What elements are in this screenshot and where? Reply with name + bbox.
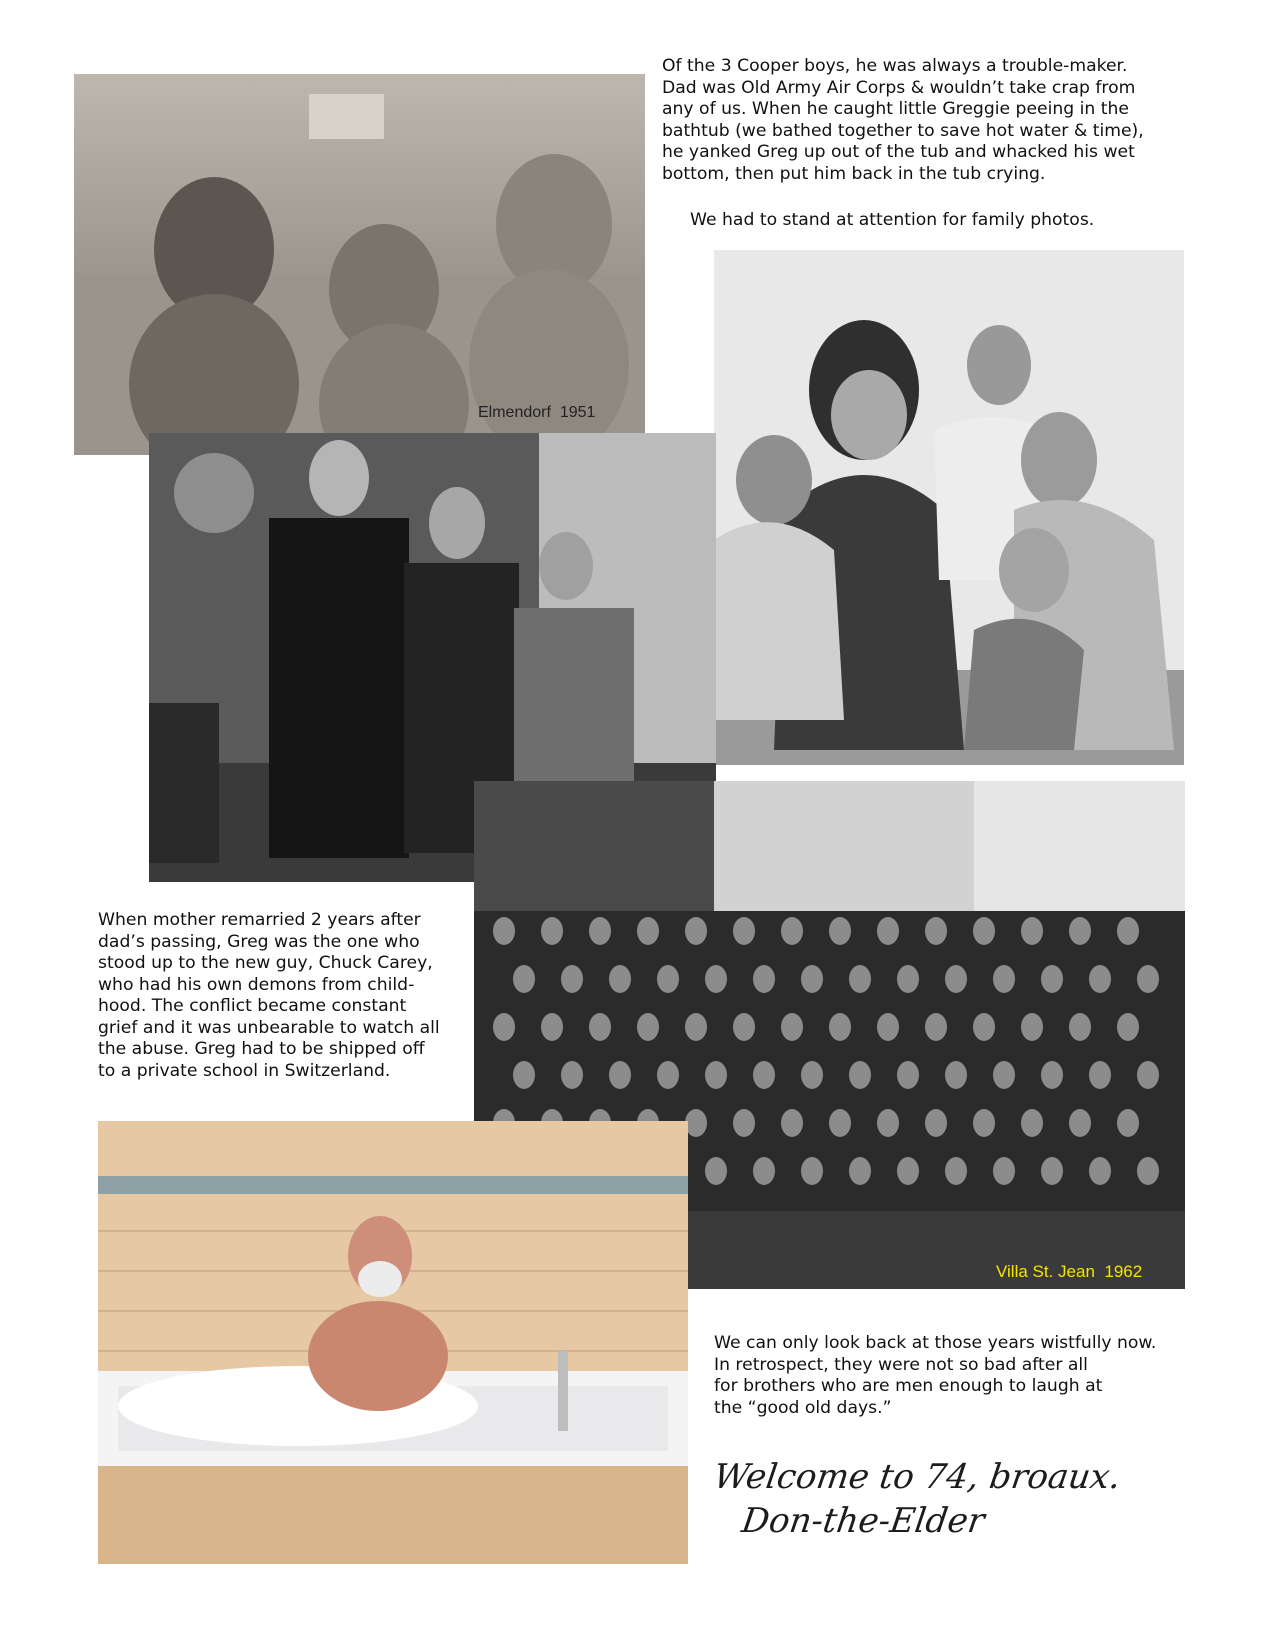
intro-line: bottom, then put him back in the tub crying.	[662, 163, 1046, 184]
intro-line: Of the 3 Cooper boys, he was always a trouble-maker.	[662, 56, 1128, 76]
signature-line-1: Welcome to 74, broaux.	[711, 1457, 1124, 1497]
handwritten-signature	[711, 1455, 1184, 1565]
closing-paragraph	[714, 1333, 1204, 1419]
signature-line-2: Don-the-Elder	[739, 1501, 987, 1541]
remarried-line: the abuse. Greg had to be shipped off	[98, 1039, 425, 1059]
villa-caption: Villa St. Jean 1962	[996, 1262, 1143, 1281]
closing-line: We can only look back at those years wistfully now.	[714, 1333, 1157, 1353]
family-portrait-photo	[714, 250, 1184, 765]
intro-line: bathtub (we bathed together to save hot water & time),	[662, 120, 1144, 141]
intro-paragraph	[662, 56, 1182, 185]
remarried-line: who had his own demons from child-	[98, 974, 415, 995]
modern-bathtub-photo	[98, 1121, 688, 1564]
remarried-line: dad’s passing, Greg was the one who	[98, 931, 420, 952]
elmendorf-caption: Elmendorf 1951	[478, 404, 596, 421]
intro-line: Dad was Old Army Air Corps & wouldn’t take crap from	[662, 77, 1136, 98]
remarried-line: hood. The conflict became constant	[98, 996, 407, 1016]
remarried-paragraph	[98, 910, 478, 1082]
closing-line: the “good old days.”	[714, 1397, 892, 1418]
intro-line: any of us. When he caught little Greggie peeing in the	[662, 99, 1129, 119]
intro-line: he yanked Greg up out of the tub and whacked his wet	[662, 142, 1135, 162]
remarried-line: to a private school in Switzerland.	[98, 1060, 391, 1081]
remarried-line: grief and it was unbearable to watch all	[98, 1017, 440, 1038]
remarried-line: stood up to the new guy, Chuck Carey,	[98, 953, 433, 973]
closing-line: In retrospect, they were not so bad after all	[714, 1354, 1088, 1375]
remarried-line: When mother remarried 2 years after	[98, 910, 421, 930]
attention-line: We had to stand at attention for family photos.	[690, 210, 1095, 230]
closing-line: for brothers who are men enough to laugh at	[714, 1376, 1103, 1396]
elmendorf-bath-photo	[74, 74, 645, 455]
